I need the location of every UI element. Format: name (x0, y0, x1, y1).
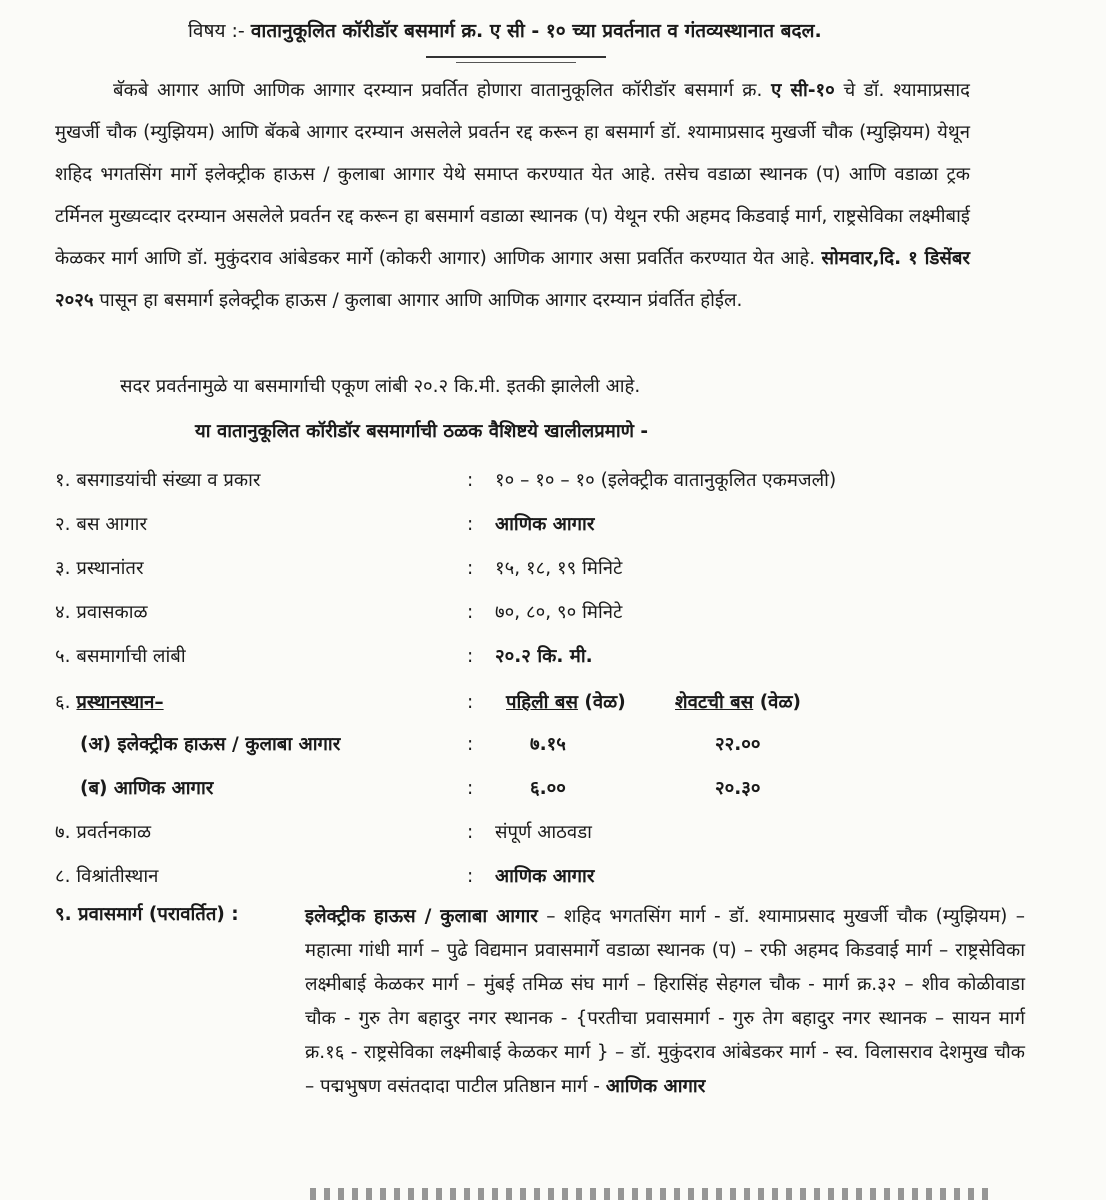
schedule-row (55, 774, 1055, 804)
route-number: ए सी-१० (771, 80, 835, 101)
feature-label: ३. प्रस्थानांतर (55, 558, 144, 579)
feature-item-rest-place (55, 862, 1055, 892)
route-start: इलेक्ट्रीक हाऊस / कुलाबा आगार (305, 906, 538, 927)
feature-value: आणिक आगार (495, 866, 595, 887)
subject-underline (426, 56, 606, 58)
feature-value: १० – १० – १० (इलेक्ट्रीक वातानुकूलित एकमजली) (495, 470, 837, 491)
time-word: (वेळ) (759, 692, 801, 713)
subject-prefix: विषय :- (188, 20, 245, 42)
feature-value: ७०, ८०, ९० मिनिटे (495, 602, 623, 623)
last-bus-time: २०.३० (715, 778, 761, 799)
feature-label: ५. बसमार्गाची लांबी (55, 646, 186, 667)
feature-colon: : (467, 778, 474, 799)
last-bus-header (675, 688, 801, 718)
route-label: ९. प्रवासमार्ग (परावर्तित) : (55, 904, 239, 925)
feature-item-depot (55, 510, 1055, 540)
feature-label: १. बसगाडयांची संख्या व प्रकार (55, 470, 261, 491)
subject-line (188, 16, 1088, 46)
departure-title: प्रस्थानस्थान– (76, 692, 164, 713)
feature-item-operation (55, 818, 1055, 848)
feature-colon: : (467, 602, 474, 623)
time-word: (वेळ) (584, 692, 626, 713)
feature-label: २. बस आगार (55, 514, 148, 535)
body-paragraph (55, 70, 970, 322)
departure-header (55, 688, 1055, 718)
feature-value: आणिक आगार (495, 514, 595, 535)
length-value: २०.२ कि.मी. (413, 376, 501, 397)
feature-colon: : (467, 692, 474, 713)
feature-item-bus-count (55, 466, 1055, 496)
feature-value: संपूर्ण आठवडा (495, 822, 592, 843)
feature-item-travel-time (55, 598, 1055, 628)
route-length-line (120, 372, 640, 402)
subject-text: वातानुकूलित कॉरीडॉर बसमार्ग क्र. ए सी - १० च्या प्रवर्तनात व गंतव्यस्थानात बदल. (250, 20, 822, 42)
paragraph-part-2: चे डॉ. श्यामाप्रसाद मुखर्जी चौक (म्युझियम) आणि बॅकबे आगार दरम्यान असलेले प्रवर्तन रद्द करून हा बसमार्ग डॉ. श्यामाप्रसाद मुखर्जी चौक (म्युझियम) येथून शहिद भगतसिंग मार्गे इलेक्ट्रीक हाऊस / कुलाबा आगार येथे समाप्त करण्यात येत आहे. तसेच वडाळा स्थानक (प) आणि वडाळा ट्रक टर्मिनल मुख्यव्दार दरम्यान असलेले प्रवर्तन रद्द करून हा बसमार्ग वडाळा स्थानक (प) येथून रफी अहमद किडवाई मार्ग, राष्ट्रसेविका लक्ष्मीबाई केळकर मार्ग आणि डॉ. मुकुंदराव आंबेडकर मार्गे (कोकरी आगार) आणिक आगार असा प्रवर्तित करण्यात येत आहे. (55, 80, 970, 269)
departure-number: ६. (55, 692, 71, 713)
feature-colon: : (467, 822, 474, 843)
last-bus-time: २२.०० (715, 734, 761, 755)
feature-item-length (55, 642, 1055, 672)
paragraph-part-1: बॅकबे आगार आणि आणिक आगार दरम्यान प्रवर्तित होणारा वातानुकूलित कॉरीडॉर बसमार्ग क्र. (113, 80, 763, 101)
effective-date: सोमवार,दि. १ डिसेंबर २०२५ (55, 248, 970, 311)
length-suffix: इतकी झालेली आहे. (506, 376, 641, 397)
feature-label: ७. प्रवर्तनकाळ (55, 822, 152, 843)
feature-value: १५, १८, १९ मिनिटे (495, 558, 623, 579)
feature-colon: : (467, 646, 474, 667)
schedule-row (55, 730, 1055, 760)
subject-underline-secondary (456, 62, 576, 63)
departure-label (55, 688, 164, 718)
last-bus-label: शेवटची बस (675, 692, 754, 713)
feature-label: ८. विश्रांतीस्थान (55, 866, 159, 887)
route-end: आणिक आगार (605, 1076, 706, 1097)
feature-label: ४. प्रवासकाळ (55, 602, 148, 623)
route-description (305, 900, 1025, 1104)
first-bus-label: पहिली बस (506, 692, 578, 713)
feature-colon: : (467, 734, 474, 755)
feature-colon: : (467, 514, 474, 535)
feature-colon: : (467, 866, 474, 887)
schedule-place: (ब) आणिक आगार (80, 778, 214, 799)
first-bus-header (506, 688, 626, 718)
schedule-place: (अ) इलेक्ट्रीक हाऊस / कुलाबा आगार (80, 734, 341, 755)
length-prefix: सदर प्रवर्तनामुळे या बसमार्गाची एकूण लांबी (120, 376, 408, 397)
paragraph-part-3: पासून हा बसमार्ग इलेक्ट्रीक हाऊस / कुलाबा आगार आणि आणिक आगार दरम्यान प्रंवर्तित होईल. (99, 290, 743, 311)
first-bus-time: ७.१५ (530, 734, 566, 755)
first-bus-time: ६.०० (530, 778, 566, 799)
feature-colon: : (467, 470, 474, 491)
cropped-text-line (310, 1188, 990, 1200)
features-heading: या वातानुकूलित कॉरीडॉर बसमार्गाची ठळक वैशिष्टये खालीलप्रमाणे - (195, 421, 649, 442)
feature-colon: : (467, 558, 474, 579)
feature-value: २०.२ कि. मी. (495, 646, 593, 667)
feature-item-frequency (55, 554, 1055, 584)
route-body: – शहिद भगतसिंग मार्ग - डॉ. श्यामाप्रसाद मुखर्जी चौक (म्युझियम) – महात्मा गांधी मार्ग – पुढे विद्यमान प्रवासमार्गे वडाळा स्थानक (प) – रफी अहमद किडवाई मार्ग – राष्ट्रसेविका लक्ष्मीबाई केळकर मार्ग – मुंबई तमिळ संघ मार्ग – हिरासिंह सेहगल चौक - मार्ग क्र.३२ – शीव कोळीवाडा चौक - गुरु तेग बहादुर नगर स्थानक - {परतीचा प्रवासमार्ग - गुरु तेग बहादुर नगर स्थानक – सायन मार्ग क्र.१६ - राष्ट्रसेविका लक्ष्मीबाई केळकर मार्ग } – डॉ. मुकुंदराव आंबेडकर मार्ग - स्व. विलासराव देशमुख चौक – पद्मभुषण वसंतदादा पाटील प्रतिष्ठान मार्ग - (305, 906, 1026, 1097)
